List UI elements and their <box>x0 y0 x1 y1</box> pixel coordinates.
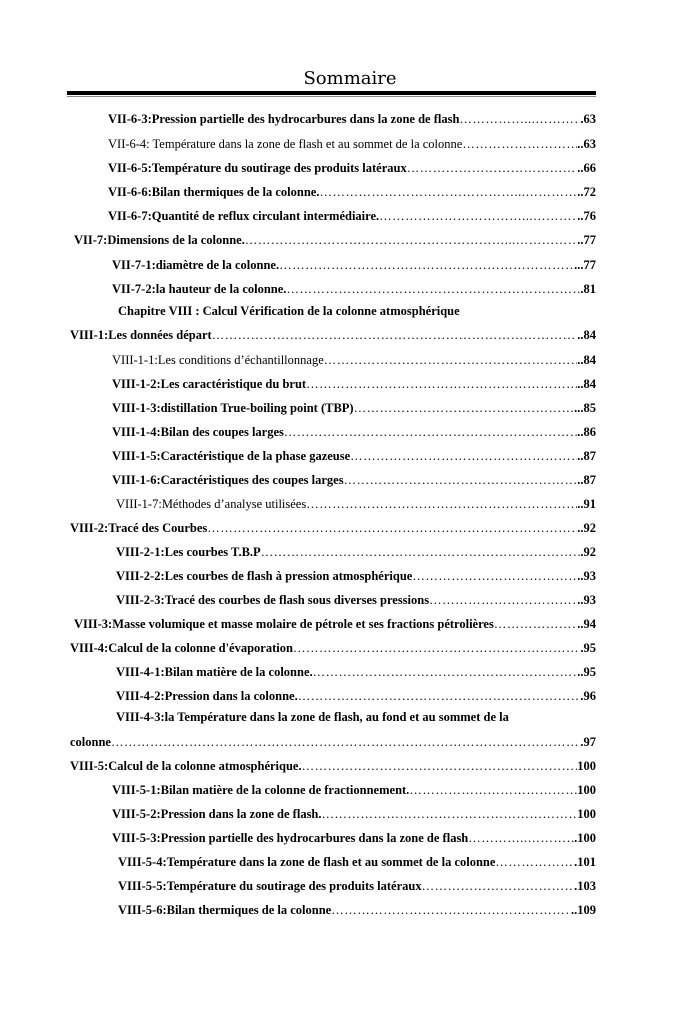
toc-entry-label: VIII-4-2:Pression dans la colonne. <box>116 689 298 703</box>
toc-entry[interactable] <box>116 689 596 704</box>
toc-entry[interactable] <box>112 282 596 297</box>
title-underline <box>67 91 596 95</box>
toc-leader-dots: ………………………………………... ……………………………………………………………………………………………………………………………………… <box>319 185 577 200</box>
toc-entry[interactable] <box>108 137 596 152</box>
toc-entry[interactable] <box>70 521 596 536</box>
toc-page-number: .96 <box>580 689 596 703</box>
toc-page-number: ..87 <box>577 473 596 487</box>
toc-page-number: .95 <box>580 641 596 655</box>
toc-leader-dots: ……………………… ……………………………………………………………………………………………………………………………………… <box>407 161 578 176</box>
toc-leader-dots: ………………………………………… ……………………………………………………………………………………………………………………………………… <box>284 425 577 440</box>
toc-entry[interactable] <box>108 209 596 224</box>
toc-page-number: .63 <box>580 112 596 126</box>
toc-entry-label: VII-7-1:diamètre de la colonne. <box>112 258 280 272</box>
toc-leader-dots: ………………………………… ……………………………………………………………………………………………………………………………………… <box>324 353 578 368</box>
toc-entry-label: VIII-5-6:Bilan thermiques de la colonne <box>118 903 332 917</box>
toc-page-number: ...77 <box>574 258 596 272</box>
toc-entry[interactable] <box>70 759 596 774</box>
toc-entry-label: VIII-1-3:distillation True-boiling point (TBP) <box>112 401 354 415</box>
toc-leader-dots: ………………………………… ……………………………………………………………………………………………………………………………………… <box>344 473 578 488</box>
toc-entry-label: VIII-4-3:la Température dans la zone de flash, au fond et au sommet de la <box>116 710 509 724</box>
toc-entry[interactable] <box>112 258 596 273</box>
toc-leader-dots: …………………………………………… ……………………………………………………………………………………………………………………………………… <box>313 665 578 680</box>
toc-page-number: ...85 <box>574 401 596 415</box>
toc-entry-label: VII-6-3:Pression partielle des hydrocarbures dans la zone de flash <box>108 112 460 126</box>
toc-entry[interactable] <box>108 161 596 176</box>
toc-entry-label: VIII-1-7:Méthodes d’analyse utilisées <box>116 497 307 511</box>
toc-entry-label: VIII-5-5:Température du soutirage des produits latéraux <box>118 879 422 893</box>
toc-leader-dots: ………………………… ……………………………………………………………………………………………………………………………………… <box>354 401 575 416</box>
toc-entry-label: VIII-1-1:Les conditions d’échantillonnage <box>112 353 324 367</box>
toc-entry-label: VIII-4:Calcul de la colonne d'évaporation <box>70 641 293 655</box>
title-underline-thin <box>67 96 596 97</box>
toc-page-number: ..63 <box>577 137 596 151</box>
toc-page-number: ..94 <box>577 617 596 631</box>
toc-entry-label: VII-6-4: Température dans la zone de flash et au sommet de la colonne <box>108 137 463 151</box>
toc-entry[interactable] <box>112 353 596 368</box>
toc-entry[interactable] <box>112 401 596 416</box>
toc-page-number: .101 <box>574 855 596 869</box>
toc-entry[interactable] <box>112 831 596 846</box>
toc-page-number: 100 <box>577 759 596 773</box>
toc-entry-label: VII-7:Dimensions de la colonne. <box>74 233 245 247</box>
toc-leader-dots: ……………………… ……………………………………………………………………………………………………………………………………… <box>412 569 577 584</box>
toc-entry-label: VIII-2:Tracé des Courbes <box>70 521 208 535</box>
toc-page-number: .92 <box>580 545 596 559</box>
toc-page-number: 100 <box>577 783 596 797</box>
toc-entry-label: VIII-1-2:Les caractéristique du brut <box>112 377 307 391</box>
toc-entry[interactable] <box>116 593 596 608</box>
toc-entry[interactable] <box>112 473 596 488</box>
toc-page-number: ..66 <box>577 161 596 175</box>
toc-page-number: ..87 <box>577 449 596 463</box>
toc-page-number: ..86 <box>577 425 596 439</box>
toc-entry-label: VIII-2-2:Les courbes de flash à pression atmosphérique <box>116 569 413 583</box>
toc-page-number: 100 <box>577 807 596 821</box>
toc-entry-label: VIII-5-1:Bilan matière de la colonne de fractionnement. <box>112 783 410 797</box>
toc-entry-label: VIII-5:Calcul de la colonne atmosphérique. <box>70 759 302 773</box>
toc-entry[interactable] <box>74 617 596 632</box>
toc-leader-dots: …………………………………………… ……………………………………………………………………………………………………………………………………… <box>286 282 580 297</box>
toc-leader-dots: …………………………………………… ……………………………………………………………………………………………………………………………………… <box>293 641 580 656</box>
toc-page-number: ..93 <box>577 569 596 583</box>
toc-page-number: ..84 <box>577 353 596 367</box>
toc-leader-dots: ……………………… ……………………………………………………………………………………………………………………………………… <box>422 879 575 894</box>
toc-entry-label: colonne <box>70 735 111 749</box>
toc-entry-label: VII-7-2:la hauteur de la colonne. <box>112 282 287 296</box>
toc-leader-dots: ………….. ……………………………………………………………………………………………………………………………………… <box>468 831 574 846</box>
toc-entry[interactable] <box>116 545 596 560</box>
toc-entry[interactable] <box>112 377 596 392</box>
toc-leader-dots: ………………………………………… ……………………………………………………………………………………………………………………………………… <box>298 689 581 704</box>
toc-entry[interactable] <box>108 112 596 127</box>
toc-leader-dots: ……………………………………… ……………………………………………………………………………………………………………………………………… <box>306 497 577 512</box>
toc-entry[interactable] <box>118 903 596 918</box>
toc-entry[interactable] <box>118 879 596 894</box>
toc-leader-dots: …………………………………………………………… ……………………………………………………………………………………………………………………………………… <box>207 521 577 536</box>
toc-entry[interactable] <box>70 641 596 656</box>
toc-leader-dots: ………………………………………………………… ……………………………………………………………………………………………………………………………………… <box>212 328 578 343</box>
toc-entry[interactable] <box>108 185 596 200</box>
toc-page-number: .103 <box>574 879 596 893</box>
toc-entry-label: VII-6-7:Quantité de reflux circulant intermédiaire. <box>108 209 380 223</box>
toc-entry-wrapped-line[interactable] <box>116 710 596 725</box>
toc-entry-label: VIII-3:Masse volumique et masse molaire de pétrole et ses fractions pétrolières <box>74 617 494 631</box>
toc-entry[interactable] <box>74 233 596 248</box>
toc-entry[interactable] <box>112 783 596 798</box>
toc-leader-dots: ………… ……………………………………………………………………………………………………………………………………… <box>462 137 577 152</box>
toc-page-number: ..92 <box>577 521 596 535</box>
toc-entry[interactable] <box>112 449 596 464</box>
toc-entry[interactable] <box>112 425 596 440</box>
toc-page-number: ..77 <box>577 233 596 247</box>
toc-page-number: .100 <box>574 831 596 845</box>
toc-entry-label: VIII-2-3:Tracé des courbes de flash sous diverses pressions <box>116 593 430 607</box>
toc-entry-label: VIII-5-3:Pression partielle des hydrocarbures dans la zone de flash <box>112 831 469 845</box>
toc-entry[interactable] <box>70 735 596 750</box>
toc-leader-dots: ……………………………………………………... ……………………………………………………………………………………………………………………………………… <box>245 233 577 248</box>
toc-entry[interactable] <box>116 665 596 680</box>
toc-page-number: ..93 <box>577 593 596 607</box>
toc-entry-label: VIII-1-4:Bilan des coupes larges <box>112 425 284 439</box>
toc-entry[interactable] <box>118 855 596 870</box>
toc-page-number: ..84 <box>577 328 596 342</box>
toc-page-number: .81 <box>580 282 596 296</box>
toc-entry[interactable] <box>112 807 596 822</box>
toc-entry[interactable] <box>116 497 596 512</box>
toc-entry-label: VIII-1:Les données départ <box>70 328 212 342</box>
toc-leader-dots: ……………………………………………… ……………………………………………………………………………………………………………………………………… <box>279 258 574 273</box>
toc-leader-dots: …………………………………………………… ……………………………………………………………………………………………………………………………………… <box>261 545 581 560</box>
toc-entry-label: VII-6-6:Bilan thermiques de la colonne. <box>108 185 320 199</box>
toc-leader-dots: ………………………………………… ……………………………………………………………………………………………………………………………………… <box>322 807 578 822</box>
toc-leader-dots: ……………... ……………………………………………………………………………………………………………………………………… <box>459 112 580 127</box>
page-title: Sommaire <box>303 68 397 89</box>
toc-page-number: ..109 <box>571 903 596 917</box>
toc-page-number: ..84 <box>577 377 596 391</box>
toc-leader-dots: ……………………………………… ……………………………………………………………………………………………………………………………………… <box>331 903 571 918</box>
toc-entry[interactable] <box>70 328 596 343</box>
toc-leader-dots: ………………………………………… ……………………………………………………………………………………………………………………………………… <box>302 759 578 774</box>
toc-page-number: .97 <box>580 735 596 749</box>
toc-entry-label: VIII-5-4:Température dans la zone de flash et au sommet de la colonne <box>118 855 496 869</box>
toc-entry-label: VIII-2-1:Les courbes T.B.P <box>116 545 261 559</box>
toc-leader-dots: ………………………………………………………………………… ……………………………………………………………………………………………………………………………………… <box>111 735 580 750</box>
toc-entry-label: VIII-4-1:Bilan matière de la colonne. <box>116 665 313 679</box>
toc-leader-dots: ………………………… ……………………………………………………………………………………………………………………………………… <box>409 783 577 798</box>
toc-entry-label: VIII-1-5:Caractéristique de la phase gazeuse <box>112 449 351 463</box>
toc-leader-dots: ……………………………... ……………………………………………………………………………………………………………………………………… <box>379 209 577 224</box>
toc-leader-dots: …………………………… ……………………………………………………………………………………………………………………………………… <box>350 449 577 464</box>
toc-entry[interactable] <box>116 569 596 584</box>
toc-page-number: ..76 <box>577 209 596 223</box>
chapter-heading: Chapitre VIII : Calcul Vérification de la colonne atmosphérique <box>118 304 460 318</box>
toc-page-number: ..91 <box>577 497 596 511</box>
toc-entry-label: VII-6-5:Température du soutirage des produits latéraux <box>108 161 407 175</box>
toc-entry-label: VIII-1-6:Caractéristiques des coupes larges <box>112 473 344 487</box>
toc-page-number: ..95 <box>577 665 596 679</box>
toc-leader-dots: … ……………………………………………………………………………………………………………………………………… <box>494 617 577 632</box>
toc-leader-dots: …… ……………………………………………………………………………………………………………………………………… <box>495 855 574 870</box>
toc-leader-dots: ………………… ……………………………………………………………………………………………………………………………………… <box>429 593 577 608</box>
toc-page-number: ..72 <box>577 185 596 199</box>
toc-entry-label: VIII-5-2:Pression dans la zone de flash. <box>112 807 322 821</box>
toc-leader-dots: …………………………………… ……………………………………………………………………………………………………………………………………… <box>306 377 577 392</box>
